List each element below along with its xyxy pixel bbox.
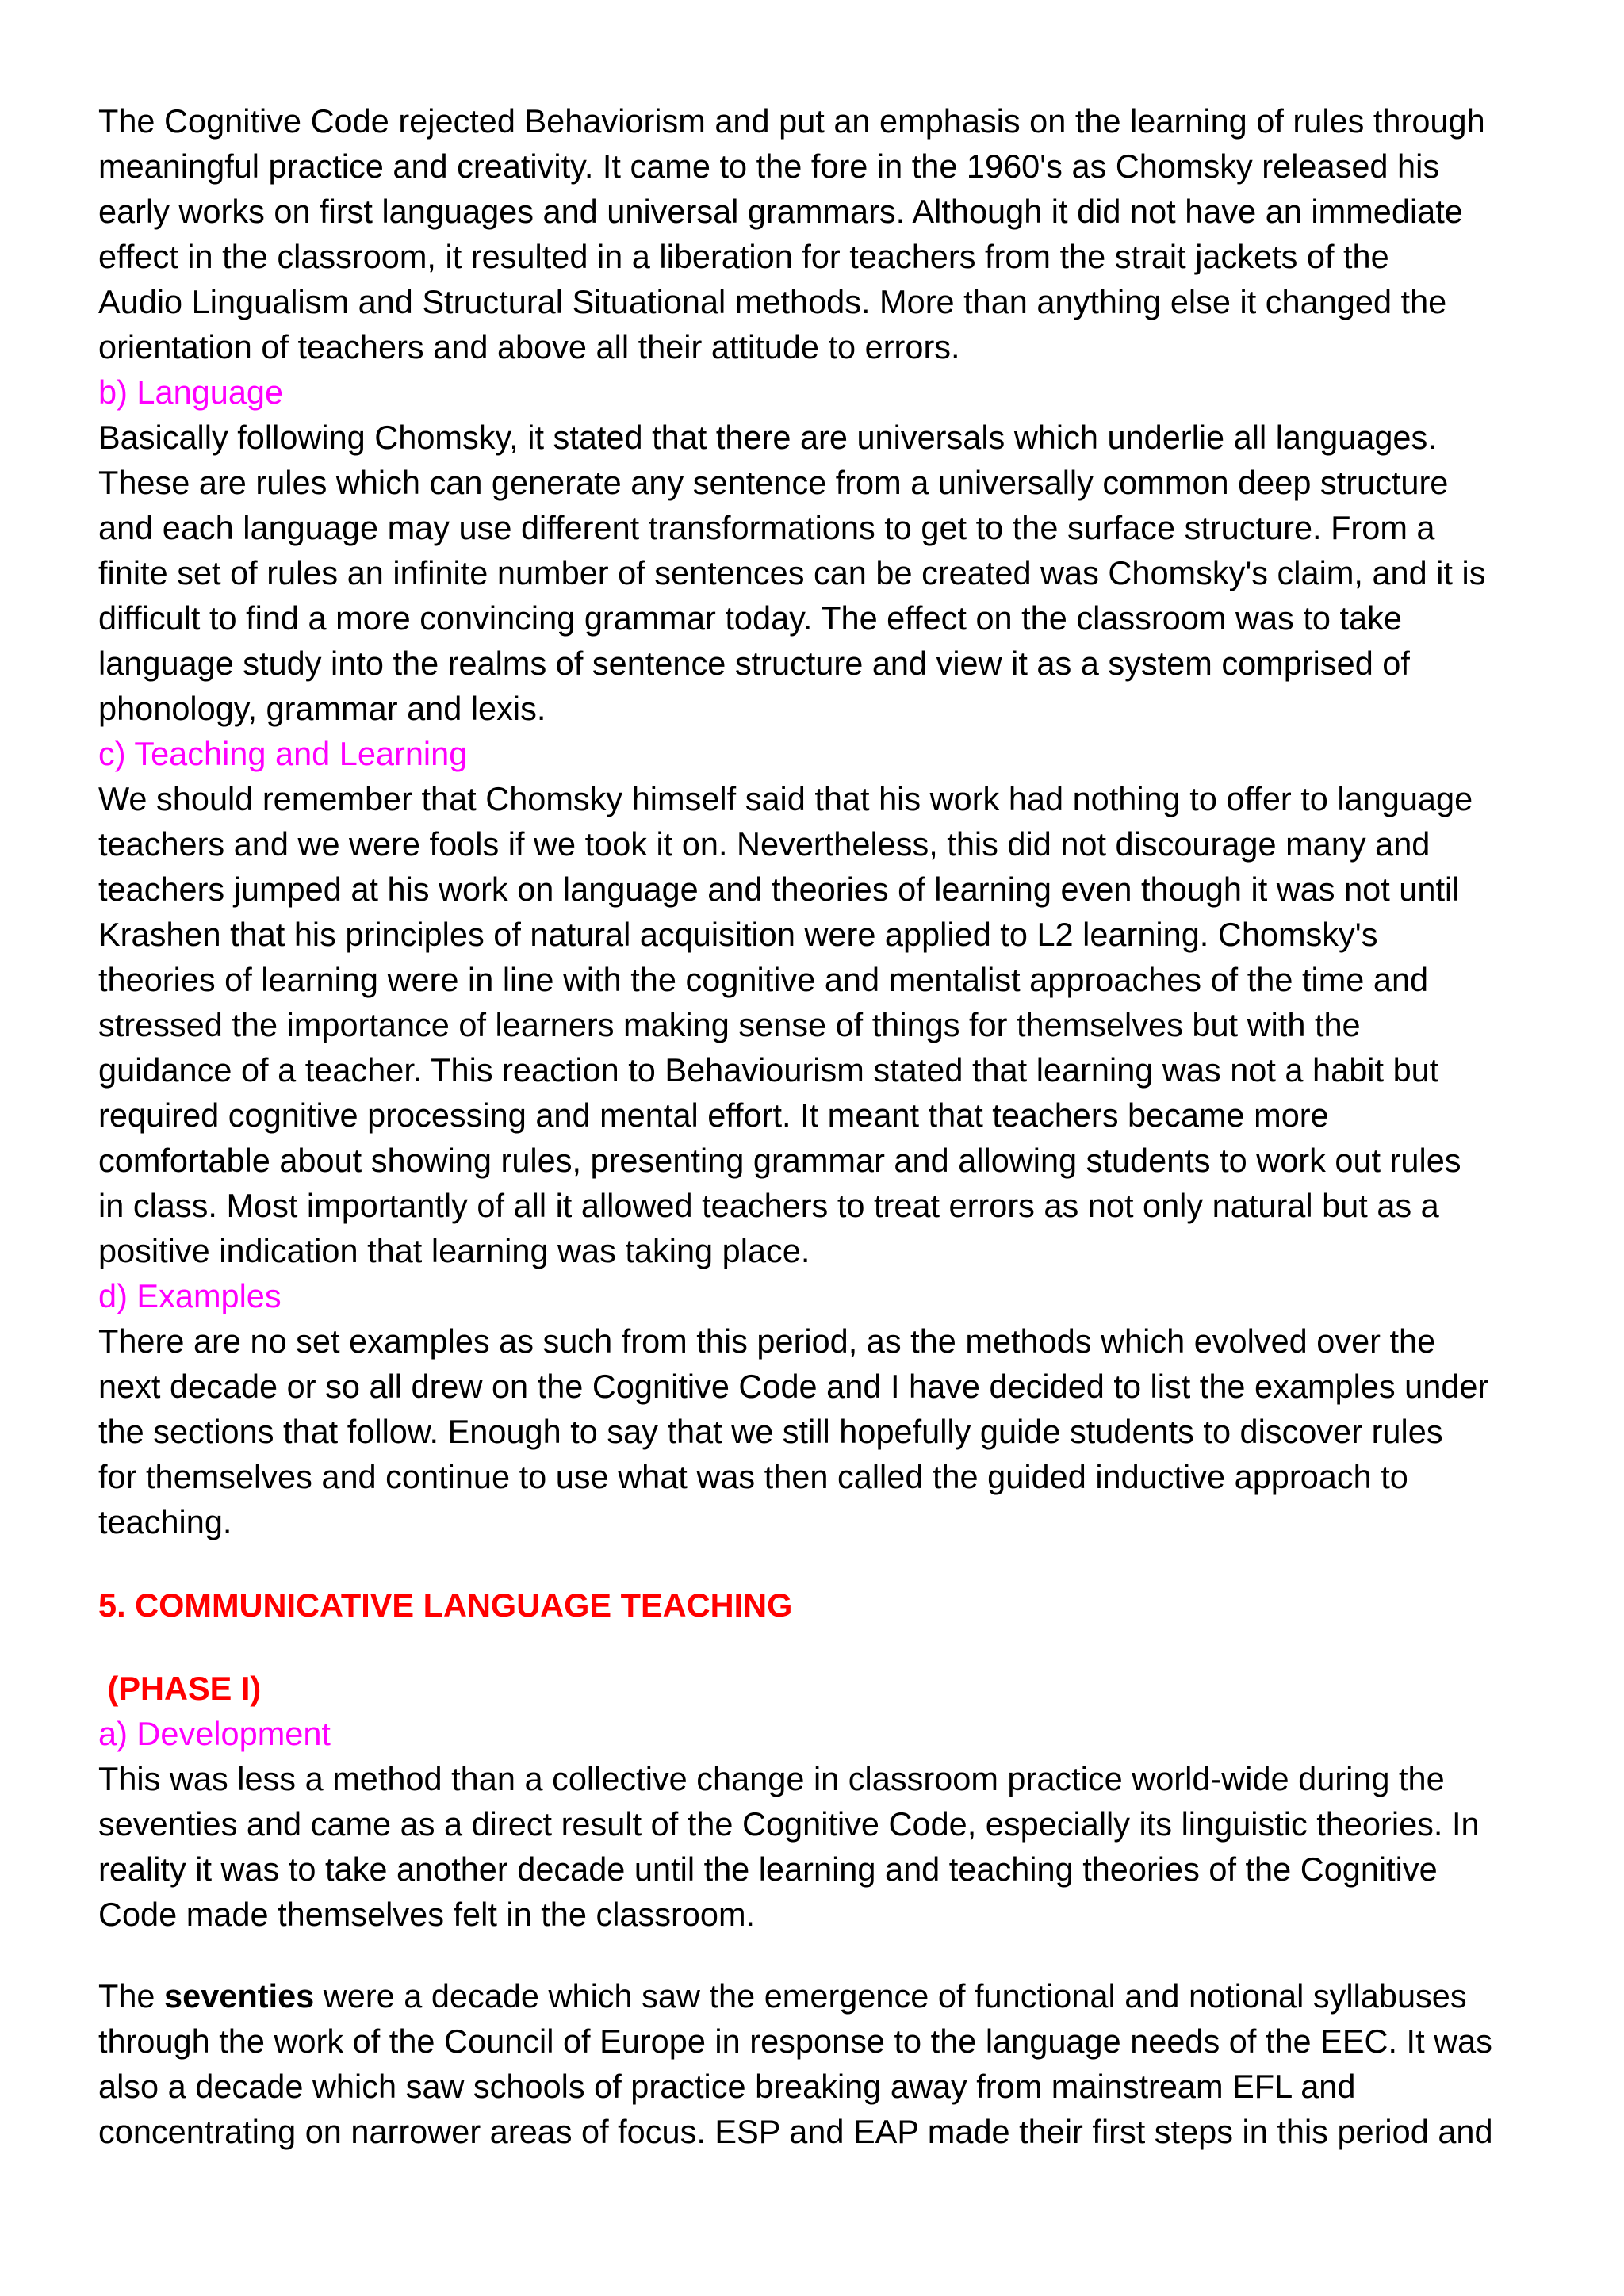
section-5-title: 5. COMMUNICATIVE LANGUAGE TEACHING — [98, 1586, 793, 1624]
development-paragraph: This was less a method than a collective change in classroom practice world-wide during the seventies and came as a direct result of the Cognitive Code, especially its linguistic theories. In reality it was to take another decade until the learning and teaching theories of the Cognitive Code made themselves felt in the classroom. — [98, 1760, 1480, 1933]
seventies-paragraph — [98, 1973, 1542, 2154]
language-paragraph: Basically following Chomsky, it stated that there are universals which underlie all languages. These are rules which can generate any sentence from a universally common deep structure and each language may use different transformations to get to the surface structure. From a finite set of rules an infinite number of sentences can be created was Chomsky's claim, and it is difficult to find a more convincing grammar today. The effect on the classroom was to take language study into the realms of sentence structure and view it as a system comprised of phonology, grammar and lexis. — [98, 419, 1486, 727]
seventies-bold-text: seventies — [164, 1977, 315, 2015]
examples-paragraph: There are no set examples as such from this period, as the methods which evolved over the next decade or so all drew on the Cognitive Code and I have decided to list the examples under the sections that follow. Enough to say that we still hopefully guide students to discover rules for themselves and continue to use what was then called the guided inductive approach to teaching. — [98, 1322, 1489, 1540]
document-page — [98, 98, 1542, 2154]
spacer — [98, 1937, 1542, 1973]
spacer — [98, 1544, 1542, 1582]
seventies-lead-text: The — [98, 1977, 165, 2015]
subheading-examples: d) Examples — [98, 1277, 282, 1314]
spacer — [98, 1628, 1542, 1666]
phase-title: (PHASE I) — [98, 1670, 262, 1707]
seventies-rest-text: were a decade which saw the emergence of functional and notional syllabuses through the work of the Council of Europe in response to the language needs of the EEC. It was also a decade which saw schools of practice breaking away from mainstream EFL and concentrating on narrower areas of focus. ESP and EAP made their first steps in this period and — [98, 1977, 1493, 2150]
subheading-teaching-learning: c) Teaching and Learning — [98, 735, 468, 772]
subheading-language: b) Language — [98, 373, 284, 411]
teaching-learning-paragraph: We should remember that Chomsky himself said that his work had nothing to offer to language teachers and we were fools if we took it on. Nevertheless, this did not discourage many and teachers jumped at his work on language and theories of learning even though it was not until Krashen that his principles of natural acquisition were applied to L2 learning. Chomsky's theories of learning were in line with the cognitive and mentalist approaches of the time and stressed the importance of learners making sense of things for themselves but with the guidance of a teacher. This reaction to Behaviourism stated that learning was not a habit but required cognitive processing and mental effort. It meant that teachers became more comfortable about showing rules, presenting grammar and allowing students to work out rules in class. Most importantly of all it allowed teachers to treat errors as not only natural but as a positive indication that learning was taking place. — [98, 780, 1473, 1269]
subheading-development: a) Development — [98, 1715, 331, 1752]
intro-paragraph: The Cognitive Code rejected Behaviorism and put an emphasis on the learning of rules through meaningful practice and creativity. It came to the fore in the 1960's as Chomsky released his early works on first languages and universal grammars. Although it did not have an immediate effect in the classroom, it resulted in a liberation for teachers from the strait jackets of the Audio Lingualism and Structural Situational methods. More than anything else it changed the orientation of teachers and above all their attitude to errors. — [98, 102, 1485, 365]
